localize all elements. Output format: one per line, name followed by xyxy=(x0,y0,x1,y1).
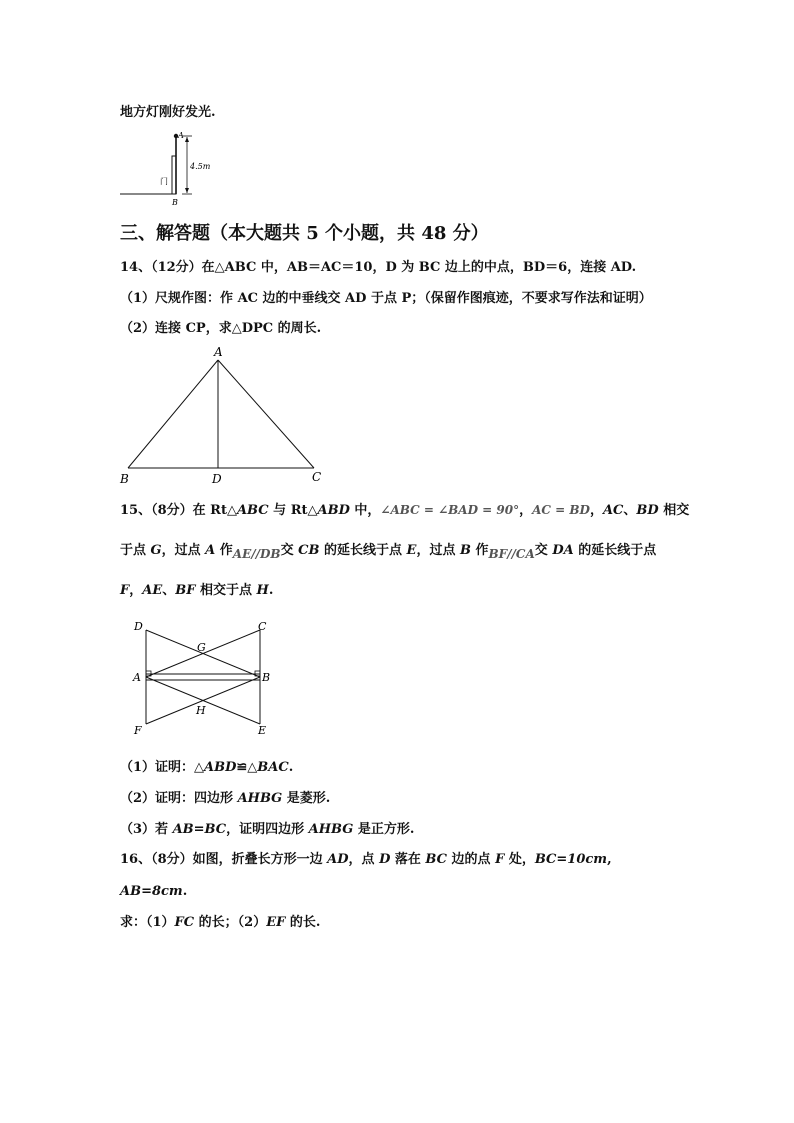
triangle-abc-figure xyxy=(112,344,342,489)
q15-ae-parallel-db: AE//DB xyxy=(232,547,281,561)
label-f: F xyxy=(134,724,142,737)
q15-p1-a: （1）证明：△ xyxy=(120,760,205,775)
q15-l2-j: ，过点 xyxy=(416,543,460,558)
q14-part2: （2）连接 CP，求△DPC 的周长. xyxy=(120,321,322,336)
q15-l1-g: ， xyxy=(589,503,603,518)
q15-line1 xyxy=(120,501,689,520)
side-ac xyxy=(218,360,314,468)
q15-l1-d: ABD xyxy=(317,503,350,518)
q15-l1-i: 、 xyxy=(623,503,637,518)
label-b: B xyxy=(120,472,129,486)
q15-l1-f: ， xyxy=(519,503,533,518)
q15-l2-f: 交 xyxy=(280,543,299,558)
q15-bf-parallel-ca: BF//CA xyxy=(488,547,535,561)
q15-p3-e: 是正方形. xyxy=(353,822,415,837)
label-e: E xyxy=(258,724,267,737)
q16-l3-c: 的长；（2） xyxy=(194,915,267,930)
q16-l1-i: 处， xyxy=(504,852,535,867)
q16-l1-h: F xyxy=(495,852,505,867)
q15-l2-b: G xyxy=(150,543,162,558)
q16-l3-e: 的长. xyxy=(285,915,321,930)
q15-p3-d: AHBG xyxy=(308,822,354,837)
q15-l1-c: 与 Rt△ xyxy=(268,503,318,518)
q15-l2-g: CB xyxy=(298,543,320,558)
label-a: A xyxy=(133,671,141,684)
q16-l1-g: 边的点 xyxy=(447,852,496,867)
q16-l2-b: . xyxy=(182,884,188,899)
q16-l2-a: AB=8cm xyxy=(120,884,183,899)
label-d: D xyxy=(212,472,222,486)
intro-line: 地方灯刚好发光. xyxy=(120,105,216,120)
q14-part1: （1）尺规作图：作 AC 边的中垂线交 AD 于点 P；（保留作图痕迹，不要求写作法和证明） xyxy=(120,291,652,306)
q15-l3-b: ， xyxy=(129,583,143,598)
q15-ac-bd-equation: AC = BD xyxy=(532,503,590,517)
q15-p2-c: 是菱形. xyxy=(282,791,331,806)
q15-p2-a: （2）证明：四边形 xyxy=(120,791,238,806)
q16-line3 xyxy=(120,914,320,932)
q15-l1-b: ABC xyxy=(236,503,269,518)
q16-line1 xyxy=(120,851,612,869)
arrow-head-up xyxy=(185,137,189,142)
label-c: C xyxy=(258,620,267,633)
q15-l2-e: 作 xyxy=(215,543,233,558)
q15-l3-d: 、 xyxy=(162,583,176,598)
q16-l1-j: BC=10cm xyxy=(534,852,608,867)
q15-l2-a: 于点 xyxy=(120,543,151,558)
q15-p3-c: ，证明四边形 xyxy=(226,822,309,837)
q15-angle-equation: ∠ABC = ∠BAD = 90° xyxy=(380,503,520,517)
q15-part2 xyxy=(120,790,330,808)
q15-l3-f: 相交于点 xyxy=(195,583,257,598)
q16-l1-k: , xyxy=(607,852,612,867)
q15-part1 xyxy=(120,759,293,777)
q16-l1-c: ，点 xyxy=(348,852,380,867)
q15-l1-h: AC xyxy=(602,503,624,518)
label-d: D xyxy=(134,620,143,633)
arrow-head-down xyxy=(185,188,189,193)
q15-l1-a: 15、（8分）在 Rt△ xyxy=(120,503,237,518)
q15-p2-b: AHBG xyxy=(237,791,283,806)
q15-l2-l: 作 xyxy=(470,543,489,558)
q15-l1-e: 中， xyxy=(349,503,381,518)
q15-p1-c: ≌△ xyxy=(236,760,258,775)
section-heading: 三、解答题（本大题共 5 个小题，共 48 分） xyxy=(120,223,489,244)
q15-l2-d: A xyxy=(205,543,216,558)
label-b: B xyxy=(262,671,271,684)
rectangle-diagonals-figure xyxy=(128,616,278,740)
q16-l3-b: FC xyxy=(174,915,195,930)
q16-l3-a: 求：（1） xyxy=(120,915,175,930)
lamp-figure xyxy=(118,128,218,208)
fig1-label-door: 门 xyxy=(160,177,168,186)
q15-line2 xyxy=(120,542,656,563)
q16-l1-b: AD xyxy=(327,852,349,867)
q15-l2-o: 的延长线于点 xyxy=(573,543,657,558)
q15-l2-i: E xyxy=(406,543,417,558)
q15-part3 xyxy=(120,821,414,839)
q16-l1-f: BC xyxy=(425,852,447,867)
q15-p1-b: ABD xyxy=(204,760,237,775)
side-ab xyxy=(128,360,218,468)
q15-l2-n: DA xyxy=(552,543,574,558)
q15-l3-e: BF xyxy=(175,583,196,598)
q15-l3-g: H xyxy=(256,583,269,598)
q15-l3-h: . xyxy=(268,583,274,598)
label-g: G xyxy=(197,641,206,654)
fig1-label-b: B xyxy=(172,198,178,207)
q15-p3-b: AB=BC xyxy=(172,822,227,837)
q15-p1-e: . xyxy=(288,760,294,775)
label-h: H xyxy=(196,704,206,717)
q15-l2-c: ，过点 xyxy=(161,543,206,558)
q16-l1-e: 落在 xyxy=(390,852,426,867)
q15-l2-h: 的延长线于点 xyxy=(319,543,407,558)
q15-l3-c: AE xyxy=(142,583,163,598)
q16-l1-a: 16、（8分）如图，折叠长方形一边 xyxy=(120,852,328,867)
q14-stem: 14、（12分）在△ABC 中，AB＝AC＝10，D 为 BC 边上的中点，BD＝6，连接 AD. xyxy=(120,260,637,275)
q15-p3-a: （3）若 xyxy=(120,822,173,837)
q15-line3 xyxy=(120,582,273,600)
q15-l1-k: 相交 xyxy=(658,503,690,518)
q15-p1-d: BAC xyxy=(257,760,289,775)
q15-l1-j: BD xyxy=(636,503,659,518)
q16-l3-d: EF xyxy=(266,915,286,930)
label-c: C xyxy=(312,470,322,484)
fig1-label-height: 4.5m xyxy=(190,162,211,171)
q16-line2 xyxy=(120,883,187,901)
q16-l1-d: D xyxy=(379,852,391,867)
q15-l3-a: F xyxy=(120,583,130,598)
q15-l2-k: B xyxy=(459,543,471,558)
q15-l2-m: 交 xyxy=(534,543,553,558)
label-a: A xyxy=(214,345,223,359)
fig1-label-a: A xyxy=(178,131,184,140)
